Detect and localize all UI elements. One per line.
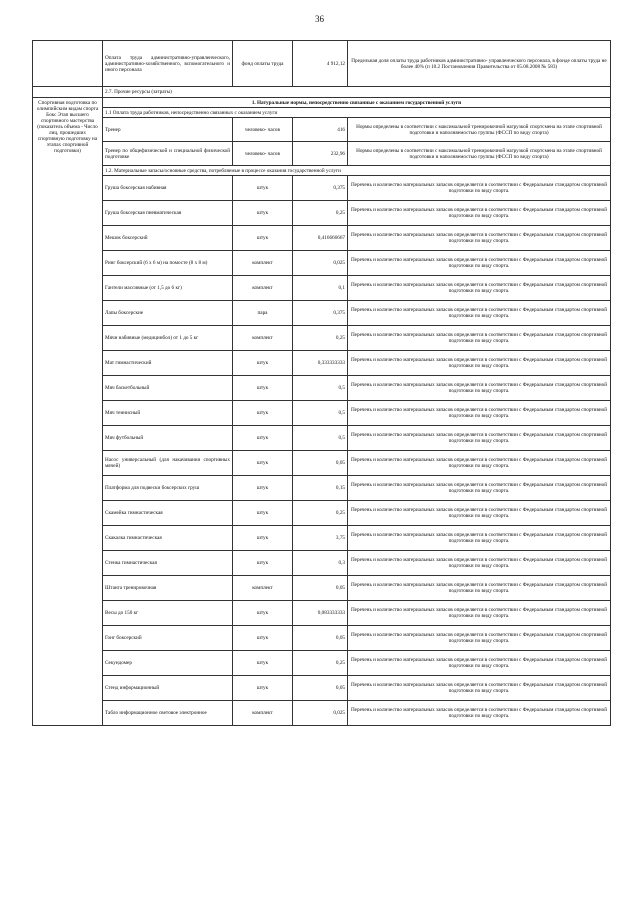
material-name: Скакалка гимнастическая xyxy=(103,526,233,551)
material-unit: штук xyxy=(233,626,293,651)
material-norm: Перечень и количество материальных запасов определяется в соответствии с Федеральным стандартом спортивной подготовки по виду спорта. xyxy=(348,601,611,626)
material-name: Стенка гимнастическая xyxy=(103,551,233,576)
page-number: 36 xyxy=(315,14,324,24)
material-value: 0,25 xyxy=(293,326,348,351)
material-norm: Перечень и количество материальных запасов определяется в соответствии с Федеральным стандартом спортивной подготовки по виду спорта. xyxy=(348,501,611,526)
material-name: Мяч теннисный xyxy=(103,401,233,426)
top-row-value: 4 912,12 xyxy=(293,41,348,87)
top-row xyxy=(33,41,611,87)
material-row xyxy=(33,601,611,626)
material-norm: Перечень и количество материальных запасов определяется в соответствии с Федеральным стандартом спортивной подготовки по виду спорта. xyxy=(348,576,611,601)
material-name: Стенд информационный xyxy=(103,676,233,701)
staff-norm: Нормы определены в соответствии с максимальной тренировочной нагрузкой спортсмена на этапе спортивной подготовки и наполняемостью группы (ФССП по виду спорта) xyxy=(348,118,611,142)
material-row xyxy=(33,451,611,476)
norms-table xyxy=(32,40,611,726)
staff-unit: человеко- часов xyxy=(233,118,293,142)
material-unit: комплект xyxy=(233,251,293,276)
material-name: Гантели массивные (от 1,5 до 6 кг) xyxy=(103,276,233,301)
material-row xyxy=(33,526,611,551)
material-value: 0,25 xyxy=(293,651,348,676)
top-row-name: Оплата труда административно-управленческого, административно-хозяйственного, вспомогательного и иного персонала xyxy=(103,41,233,87)
material-value: 0,05 xyxy=(293,676,348,701)
material-name: Мячи набивные (медицинбол) от 1 до 5 кг xyxy=(103,326,233,351)
material-norm: Перечень и количество материальных запасов определяется в соответствии с Федеральным стандартом спортивной подготовки по виду спорта. xyxy=(348,176,611,201)
material-value: 0,5 xyxy=(293,376,348,401)
material-unit: комплект xyxy=(233,326,293,351)
material-unit: штук xyxy=(233,451,293,476)
material-row xyxy=(33,501,611,526)
material-norm: Перечень и количество материальных запасов определяется в соответствии с Федеральным стандартом спортивной подготовки по виду спорта. xyxy=(348,626,611,651)
sub-1-2-label: 1.2. Материальные запасы/основные средства, потребляемые в процессе оказания государственной услуги xyxy=(103,166,611,176)
material-norm: Перечень и количество материальных запасов определяется в соответствии с Федеральным стандартом спортивной подготовки по виду спорта. xyxy=(348,251,611,276)
material-row xyxy=(33,351,611,376)
material-value: 0,3 xyxy=(293,551,348,576)
material-row xyxy=(33,226,611,251)
material-name: Груша боксерская набивная xyxy=(103,176,233,201)
staff-row xyxy=(33,118,611,142)
top-row-unit: фонд оплаты труда xyxy=(233,41,293,87)
material-value: 0,25 xyxy=(293,501,348,526)
material-name: Мяч баскетбольный xyxy=(103,376,233,401)
material-value: 0,025 xyxy=(293,251,348,276)
sub-1-1-label: 1.1 Оплата труда работников, непосредственно связанных с оказанием услуги xyxy=(103,108,611,118)
material-norm: Перечень и количество материальных запасов определяется в соответствии с Федеральным стандартом спортивной подготовки по виду спорта. xyxy=(348,426,611,451)
staff-norm: Нормы определены в соответствии с максимальной тренировочной нагрузкой спортсмена на этапе спортивной подготовки и наполняемостью группы (ФССП по виду спорта) xyxy=(348,142,611,166)
row-2-7-side xyxy=(33,87,103,98)
material-value: 0,05 xyxy=(293,576,348,601)
material-norm: Перечень и количество материальных запасов определяется в соответствии с Федеральным стандартом спортивной подготовки по виду спорта. xyxy=(348,676,611,701)
staff-row xyxy=(33,142,611,166)
material-unit: штук xyxy=(233,201,293,226)
material-unit: штук xyxy=(233,551,293,576)
material-name: Гонг боксерский xyxy=(103,626,233,651)
material-name: Платформа для подвески боксерских груш xyxy=(103,476,233,501)
material-row xyxy=(33,376,611,401)
staff-name: Тренер xyxy=(103,118,233,142)
material-value: 0,375 xyxy=(293,301,348,326)
material-name: Лапы боксерские xyxy=(103,301,233,326)
material-row xyxy=(33,176,611,201)
material-value: 3,75 xyxy=(293,526,348,551)
sub-1-2-row xyxy=(33,166,611,176)
top-row-side xyxy=(33,41,103,87)
material-unit: штук xyxy=(233,176,293,201)
material-name: Ринг боксерский (6 х 6 м) на помосте (8 х 8 м) xyxy=(103,251,233,276)
top-row-norm: Предельная доля оплаты труда работников административно- управленческого персонала, в фонде оплаты труда не более 40% (п 10.2 Постановления Правительства от 05.08.2008 № 583) xyxy=(348,41,611,87)
staff-unit: человеко- часов xyxy=(233,142,293,166)
material-row xyxy=(33,701,611,726)
sub-1-1-row xyxy=(33,108,611,118)
material-name: Мат гимнастический xyxy=(103,351,233,376)
material-row xyxy=(33,426,611,451)
material-row xyxy=(33,251,611,276)
material-row xyxy=(33,301,611,326)
material-norm: Перечень и количество материальных запасов определяется в соответствии с Федеральным стандартом спортивной подготовки по виду спорта. xyxy=(348,401,611,426)
material-unit: штук xyxy=(233,651,293,676)
material-unit: пара xyxy=(233,301,293,326)
row-2-7-label: 2.7. Прочие ресурсы (затраты) xyxy=(103,87,611,98)
material-name: Табло информационное световое электронное xyxy=(103,701,233,726)
norms-table-wrapper xyxy=(32,40,611,726)
material-name: Мешок боксерский xyxy=(103,226,233,251)
material-value: 0,1 xyxy=(293,276,348,301)
material-row xyxy=(33,326,611,351)
material-name: Скамейка гимнастическая xyxy=(103,501,233,526)
material-value: 0,416666667 xyxy=(293,226,348,251)
material-row xyxy=(33,651,611,676)
material-unit: штук xyxy=(233,676,293,701)
material-value: 0,333333333 xyxy=(293,351,348,376)
material-value: 0,5 xyxy=(293,426,348,451)
material-name: Насос универсальный (для накачивания спортивных мячей) xyxy=(103,451,233,476)
material-unit: штук xyxy=(233,601,293,626)
material-name: Весы до 150 кг xyxy=(103,601,233,626)
material-name: Штанга тренировочная xyxy=(103,576,233,601)
material-value: 0,5 xyxy=(293,401,348,426)
material-row xyxy=(33,551,611,576)
material-row xyxy=(33,201,611,226)
material-norm: Перечень и количество материальных запасов определяется в соответствии с Федеральным стандартом спортивной подготовки по виду спорта. xyxy=(348,551,611,576)
staff-value: 232,96 xyxy=(293,142,348,166)
material-row xyxy=(33,401,611,426)
material-name: Груша боксерская пневматическая xyxy=(103,201,233,226)
material-unit: комплект xyxy=(233,701,293,726)
material-unit: штук xyxy=(233,351,293,376)
row-2-7 xyxy=(33,87,611,98)
section-header: 1. Натуральные нормы, непосредственно связанные с оказанием государственной услуги xyxy=(103,98,611,108)
material-norm: Перечень и количество материальных запасов определяется в соответствии с Федеральным стандартом спортивной подготовки по виду спорта. xyxy=(348,226,611,251)
staff-name: Тренер по общефизической и специальной физической подготовке xyxy=(103,142,233,166)
material-value: 0,15 xyxy=(293,476,348,501)
staff-value: 416 xyxy=(293,118,348,142)
material-norm: Перечень и количество материальных запасов определяется в соответствии с Федеральным стандартом спортивной подготовки по виду спорта. xyxy=(348,201,611,226)
left-note: Спортивная подготовка по олимпийским видам спорта Бокс Этап высшего спортивного мастерства (показатель объема - Число лиц, прошедших спортивную подготовку на этапах спортивной подготовки) xyxy=(33,98,103,726)
material-norm: Перечень и количество материальных запасов определяется в соответствии с Федеральным стандартом спортивной подготовки по виду спорта. xyxy=(348,351,611,376)
material-unit: штук xyxy=(233,526,293,551)
material-norm: Перечень и количество материальных запасов определяется в соответствии с Федеральным стандартом спортивной подготовки по виду спорта. xyxy=(348,526,611,551)
material-norm: Перечень и количество материальных запасов определяется в соответствии с Федеральным стандартом спортивной подготовки по виду спорта. xyxy=(348,326,611,351)
material-unit: штук xyxy=(233,501,293,526)
material-norm: Перечень и количество материальных запасов определяется в соответствии с Федеральным стандартом спортивной подготовки по виду спорта. xyxy=(348,701,611,726)
material-value: 0,05 xyxy=(293,451,348,476)
material-name: Секундомер xyxy=(103,651,233,676)
material-unit: штук xyxy=(233,476,293,501)
material-unit: комплект xyxy=(233,576,293,601)
material-unit: штук xyxy=(233,401,293,426)
material-value: 0,05 xyxy=(293,626,348,651)
material-value: 0,375 xyxy=(293,176,348,201)
material-row xyxy=(33,676,611,701)
material-unit: штук xyxy=(233,426,293,451)
material-norm: Перечень и количество материальных запасов определяется в соответствии с Федеральным стандартом спортивной подготовки по виду спорта. xyxy=(348,276,611,301)
material-row xyxy=(33,576,611,601)
material-row xyxy=(33,276,611,301)
material-row xyxy=(33,476,611,501)
material-value: 0,083333333 xyxy=(293,601,348,626)
material-norm: Перечень и количество материальных запасов определяется в соответствии с Федеральным стандартом спортивной подготовки по виду спорта. xyxy=(348,476,611,501)
material-norm: Перечень и количество материальных запасов определяется в соответствии с Федеральным стандартом спортивной подготовки по виду спорта. xyxy=(348,376,611,401)
material-value: 0,025 xyxy=(293,701,348,726)
material-name: Мяч футбольный xyxy=(103,426,233,451)
material-value: 0,25 xyxy=(293,201,348,226)
material-unit: штук xyxy=(233,376,293,401)
material-row xyxy=(33,626,611,651)
material-norm: Перечень и количество материальных запасов определяется в соответствии с Федеральным стандартом спортивной подготовки по виду спорта. xyxy=(348,451,611,476)
material-unit: штук xyxy=(233,226,293,251)
material-norm: Перечень и количество материальных запасов определяется в соответствии с Федеральным стандартом спортивной подготовки по виду спорта. xyxy=(348,301,611,326)
material-norm: Перечень и количество материальных запасов определяется в соответствии с Федеральным стандартом спортивной подготовки по виду спорта. xyxy=(348,651,611,676)
section-header-row xyxy=(33,98,611,108)
material-unit: комплект xyxy=(233,276,293,301)
